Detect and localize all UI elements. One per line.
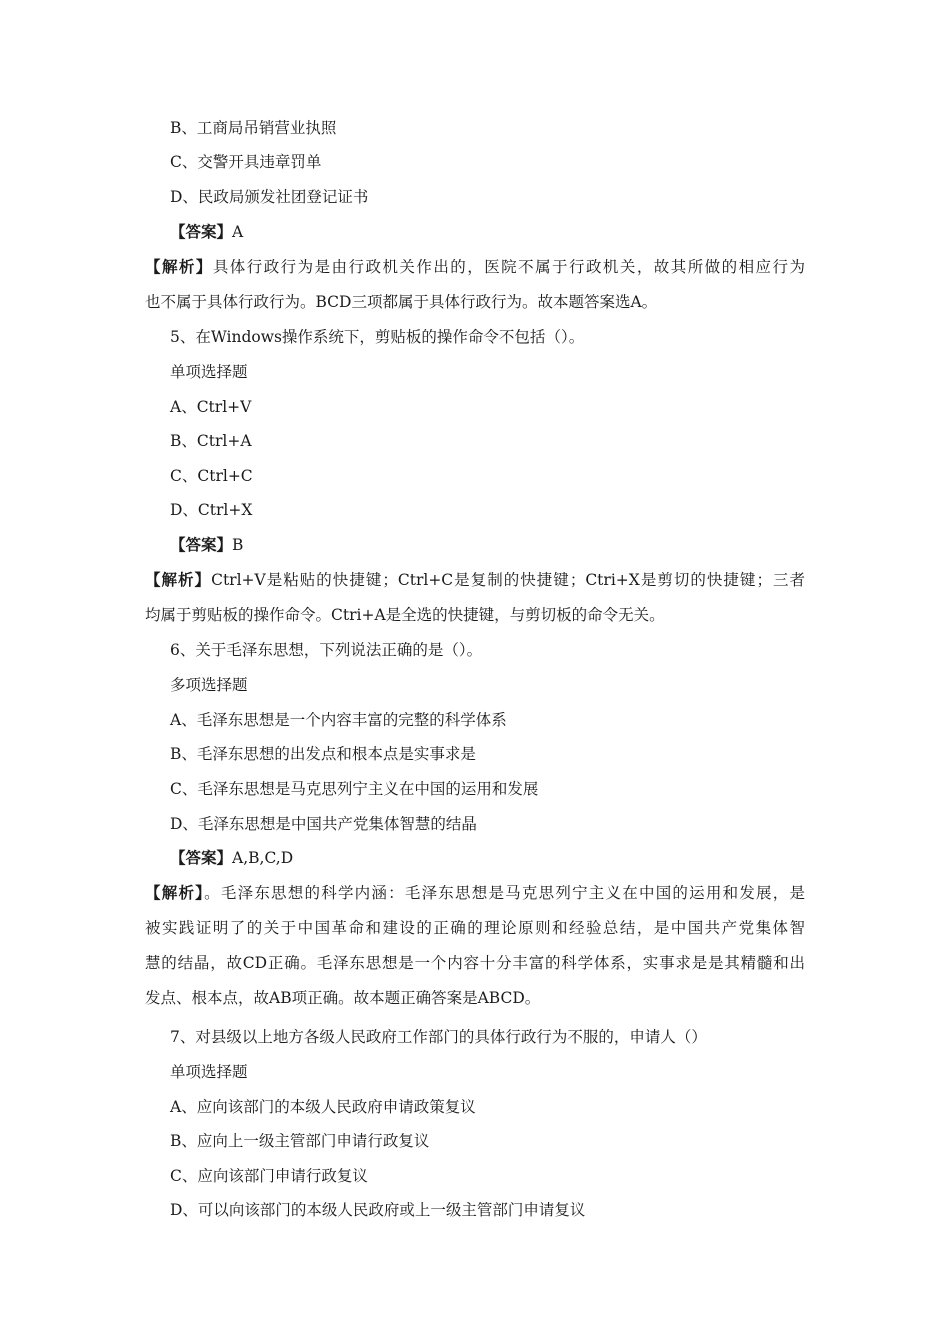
q7-option-b: B、应向上一级主管部门申请行政复议 (170, 1132, 430, 1150)
q6-option-d: D、毛泽东思想是中国共产党集体智慧的结晶 (170, 815, 477, 833)
answer-value: A (232, 223, 244, 241)
q5-answer (170, 534, 243, 556)
q5-analysis-line-1 (145, 569, 805, 591)
q6-stem: 6、关于毛泽东思想，下列说法正确的是（）。 (170, 641, 483, 659)
q7-type: 单项选择题 (170, 1063, 248, 1081)
q6-analysis-line-4: 发点、根本点，故AB项正确。故本题正确答案是ABCD。 (145, 989, 541, 1007)
q4-answer (170, 221, 243, 243)
q5-option-d: D、Ctrl+X (170, 501, 253, 519)
q4-analysis-line-2: 也不属于具体行政行为。BCD三项都属于具体行政行为。故本题答案选A。 (145, 293, 658, 311)
q5-analysis-line-2: 均属于剪贴板的操作命令。Ctri+A是全选的快捷键，与剪切板的命令无关。 (145, 606, 665, 624)
analysis-tag: 【解析】 (145, 570, 212, 589)
analysis-text: 。毛泽东思想的科学内涵：毛泽东思想是马克思列宁主义在中国的运用和发展，是 (204, 884, 805, 902)
q6-analysis-line-2: 被实践证明了的关于中国革命和建设的正确的理论原则和经验总结，是中国共产党集体智 (145, 919, 805, 937)
q4-option-c: C、交警开具违章罚单 (170, 153, 322, 171)
q7-option-a: A、应向该部门的本级人民政府申请政策复议 (170, 1098, 476, 1116)
q5-stem: 5、在Windows操作系统下，剪贴板的操作命令不包括（）。 (170, 328, 585, 346)
q7-option-d: D、可以向该部门的本级人民政府或上一级主管部门申请复议 (170, 1201, 586, 1219)
answer-value: A,B,C,D (232, 849, 294, 867)
q4-analysis-line-1 (145, 256, 805, 278)
q6-analysis-line-3: 慧的结晶，故CD正确。毛泽东思想是一个内容十分丰富的科学体系，实事求是是其精髓和出 (145, 954, 805, 972)
q6-answer (170, 847, 293, 869)
q4-option-d: D、民政局颁发社团登记证书 (170, 188, 369, 206)
q5-option-b: B、Ctrl+A (170, 432, 252, 450)
analysis-tag: 【解析】 (145, 257, 213, 276)
q7-stem: 7、对县级以上地方各级人民政府工作部门的具体行政行为不服的，申请人（） (170, 1028, 707, 1046)
answer-value: B (232, 536, 244, 554)
answer-tag: 【答案】 (170, 848, 233, 867)
q5-option-a: A、Ctrl+V (170, 398, 252, 416)
analysis-text: 具体行政行为是由行政机关作出的，医院不属于行政机关，故其所做的相应行为 (212, 258, 805, 276)
q6-option-b: B、毛泽东思想的出发点和根本点是实事求是 (170, 745, 476, 763)
q6-option-c: C、毛泽东思想是马克思列宁主义在中国的运用和发展 (170, 780, 539, 798)
analysis-tag: 【解析】 (145, 883, 205, 902)
answer-tag: 【答案】 (170, 222, 233, 241)
answer-tag: 【答案】 (170, 535, 233, 554)
q4-option-b: B、工商局吊销营业执照 (170, 119, 337, 137)
q6-analysis-line-1 (145, 882, 805, 904)
q5-type: 单项选择题 (170, 363, 248, 381)
q5-option-c: C、Ctrl+C (170, 467, 253, 485)
q6-type: 多项选择题 (170, 676, 248, 694)
q6-option-a: A、毛泽东思想是一个内容丰富的完整的科学体系 (170, 711, 507, 729)
q7-option-c: C、应向该部门申请行政复议 (170, 1167, 368, 1185)
analysis-text: Ctrl+V是粘贴的快捷键；Ctrl+C是复制的快捷键；Ctri+X是剪切的快捷键；三者 (211, 571, 805, 589)
